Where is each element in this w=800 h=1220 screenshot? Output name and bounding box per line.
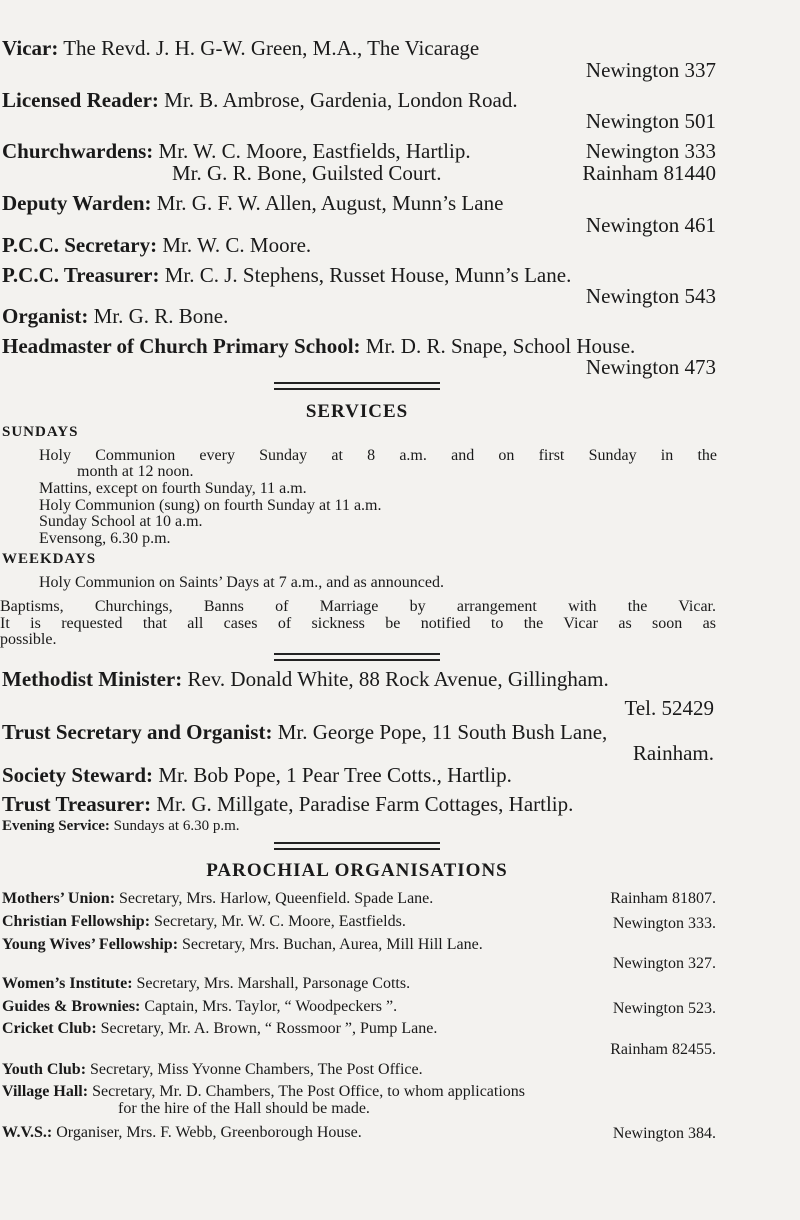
services-note-1: Baptisms, Churchings, Banns of Marriage by arrangement with the Vicar. [0,598,716,615]
services-heading: SERVICES [305,401,409,422]
org-text: Secretary, Mr. W. C. Moore, Eastfields. [154,913,406,930]
sunday-line-1: Holy Communion every Sunday at 8 a.m. and on first Sunday in the [39,447,717,464]
trust-secretary-town: Rainham. [632,741,714,765]
org-wvs [2,1124,362,1142]
evening-service-text: Sundays at 6.30 p.m. [113,818,240,834]
org-cricket-club [2,1020,437,1038]
headmaster-phone: Newington 473 [585,355,716,379]
society-steward-text: Mr. Bob Pope, 1 Pear Tree Cotts., Hartlip. [158,763,512,787]
organist-label: Organist: [2,304,89,328]
reader-phone: Newington 501 [585,109,716,133]
org-label: Village Hall: [2,1083,89,1100]
pcc-treasurer-label: P.C.C. Treasurer: [2,263,160,287]
churchwarden-2-phone: Rainham 81440 [582,161,716,185]
methodist-minister-phone: Tel. 52429 [624,696,714,720]
services-note-2a: It is requested that all cases of sickness be notified to the Vicar as soon as [0,615,716,632]
org-text: Secretary, Mrs. Marshall, Parsonage Cotts. [136,975,411,992]
sundays-label: SUNDAYS [2,424,79,440]
evening-service-label: Evening Service: [2,818,110,834]
org-text: Organiser, Mrs. F. Webb, Greenborough House. [56,1124,362,1141]
org-label: Youth Club: [2,1061,87,1078]
deputy-text: Mr. G. F. W. Allen, August, Munn’s Lane [156,191,504,215]
pcc-secretary-entry [2,233,311,258]
reader-entry [2,88,518,113]
org-text: Captain, Mrs. Taylor, “ Woodpeckers ”. [144,998,398,1015]
trust-secretary-text: Mr. George Pope, 11 South Bush Lane, [277,720,608,744]
org-text: Secretary, Mr. D. Chambers, The Post Office, to whom applications [92,1083,526,1100]
trust-secretary-entry [2,720,607,745]
sunday-line-6: Evensong, 6.30 p.m. [39,530,171,547]
reader-text: Mr. B. Ambrose, Gardenia, London Road. [164,88,518,112]
org-phone: Newington 523. [612,1000,716,1017]
churchwarden-1-phone: Newington 333 [585,139,716,163]
org-young-wives [2,936,483,954]
trust-secretary-label: Trust Secretary and Organist: [2,720,273,744]
org-text: Secretary, Mr. A. Brown, “ Rossmoor ”, Pump Lane. [100,1020,438,1037]
pcc-treasurer-text: Mr. C. J. Stephens, Russet House, Munn’s Lane. [164,263,572,287]
vicar-phone: Newington 337 [585,58,716,82]
organisations-heading: PAROCHIAL ORGANISATIONS [206,860,508,881]
divider-rule [274,382,440,390]
organist-text: Mr. G. R. Bone. [93,304,229,328]
pcc-secretary-label: P.C.C. Secretary: [2,233,158,257]
sunday-line-3: Mattins, except on fourth Sunday, 11 a.m. [39,480,307,497]
society-steward-label: Society Steward: [2,763,154,787]
org-label: Mothers’ Union: [2,890,116,907]
pcc-treasurer-phone: Newington 543 [585,284,716,308]
org-label: Young Wives’ Fellowship: [2,936,179,953]
org-womens-institute [2,975,410,993]
society-steward-entry [2,763,512,788]
organist-entry [2,304,228,329]
org-text: Secretary, Mrs. Buchan, Aurea, Mill Hill Lane. [182,936,483,953]
headmaster-entry [2,334,635,359]
churchwarden-1: Mr. W. C. Moore, Eastfields, Hartlip. [158,139,471,163]
org-label: Guides & Brownies: [2,998,141,1015]
divider-rule [274,842,440,850]
headmaster-text: Mr. D. R. Snape, School House. [365,334,636,358]
trust-treasurer-entry [2,792,573,817]
weekdays-label: WEEKDAYS [2,551,97,567]
methodist-minister-label: Methodist Minister: [2,667,183,691]
headmaster-label: Headmaster of Church Primary School: [2,334,361,358]
vicar-entry [2,36,479,61]
org-text-continued: for the hire of the Hall should be made. [118,1100,370,1117]
org-phone: Newington 333. [612,915,716,932]
divider-rule [274,653,440,661]
org-label: Women’s Institute: [2,975,133,992]
org-phone: Newington 384. [612,1125,716,1142]
org-youth-club [2,1061,423,1079]
sunday-line-2: month at 12 noon. [77,463,194,480]
vicar-label: Vicar: [2,36,59,60]
evening-service-entry [2,818,240,835]
weekdays-text: Holy Communion on Saints’ Days at 7 a.m., and as announced. [39,574,444,591]
vicar-text: The Revd. J. H. G-W. Green, M.A., The Vicarage [63,36,480,60]
deputy-label: Deputy Warden: [2,191,152,215]
methodist-minister-entry [2,667,609,692]
org-phone: Newington 327. [612,955,716,972]
org-phone: Rainham 82455. [610,1041,716,1058]
org-text: Secretary, Miss Yvonne Chambers, The Post Office. [90,1061,423,1078]
org-village-hall [2,1083,525,1101]
org-text: Secretary, Mrs. Harlow, Queenfield. Spade Lane. [119,890,434,907]
deputy-phone: Newington 461 [585,213,716,237]
org-label: W.V.S.: [2,1124,53,1141]
deputy-entry [2,191,503,216]
sunday-line-5: Sunday School at 10 a.m. [39,513,203,530]
sunday-line-4: Holy Communion (sung) on fourth Sunday at 11 a.m. [39,497,382,514]
reader-label: Licensed Reader: [2,88,159,112]
trust-treasurer-text: Mr. G. Millgate, Paradise Farm Cottages, Hartlip. [156,792,574,816]
services-note-2b: possible. [0,631,57,648]
org-mothers-union [2,890,433,908]
org-phone: Rainham 81807. [610,890,716,907]
pcc-secretary-text: Mr. W. C. Moore. [162,233,312,257]
org-label: Christian Fellowship: [2,913,151,930]
methodist-minister-text: Rev. Donald White, 88 Rock Avenue, Gillingham. [187,667,609,691]
trust-treasurer-label: Trust Treasurer: [2,792,152,816]
org-christian-fellowship [2,913,406,931]
churchwarden-2: Mr. G. R. Bone, Guilsted Court. [172,161,442,185]
org-label: Cricket Club: [2,1020,97,1037]
org-guides-brownies [2,998,397,1016]
pcc-treasurer-entry [2,263,571,288]
churchwardens-label: Churchwardens: [2,139,154,163]
